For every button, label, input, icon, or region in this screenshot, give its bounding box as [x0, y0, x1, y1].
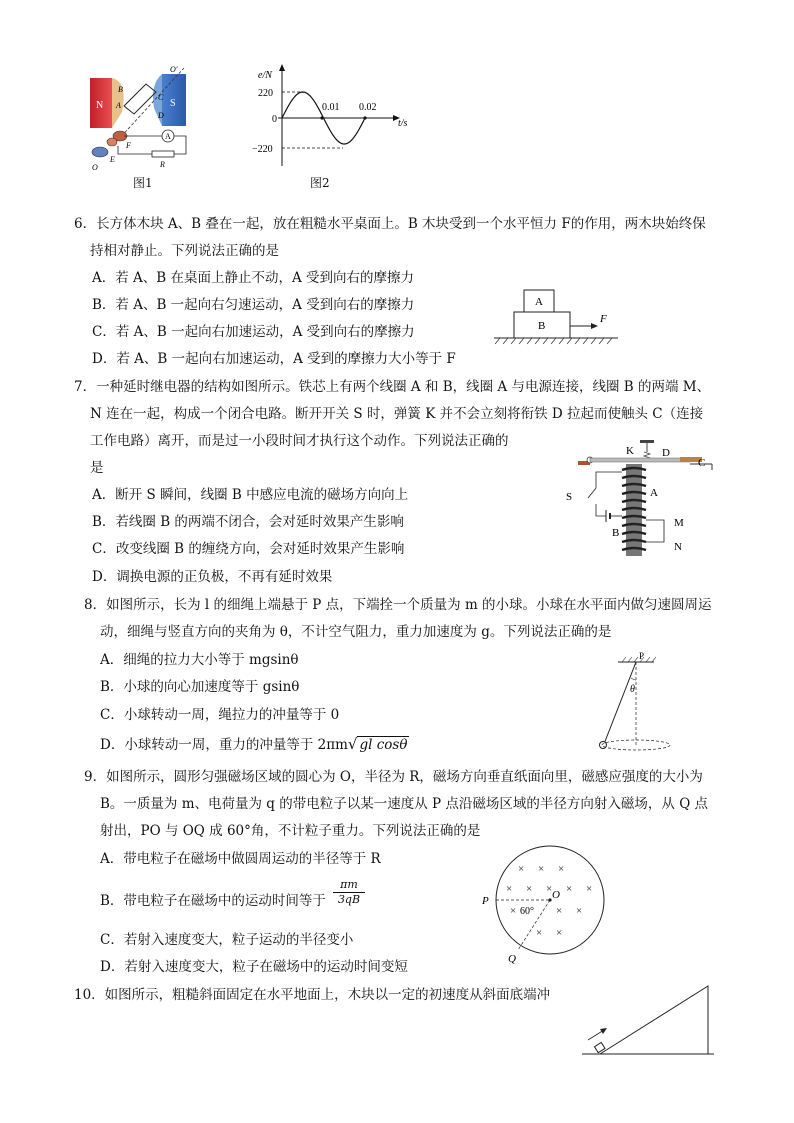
fig1-label-R: R — [160, 160, 165, 169]
q8-label-theta: θ — [630, 684, 635, 695]
fig2-y-zero: 0 — [272, 114, 277, 125]
q9-cross: × — [586, 883, 593, 895]
q6-stem-line-1: 6．长方体木块 A、B 叠在一起，放在粗糙水平桌面上。B 木块受到一个水平恒力 F的作用，两木块始终保 — [74, 216, 706, 232]
fig2-x2: 0.02 — [359, 102, 377, 113]
q9-cross: × — [506, 883, 513, 895]
q6-blocks-figure — [490, 286, 630, 350]
q9-cross: × — [576, 905, 583, 917]
figure-1-generator — [88, 62, 203, 174]
q9-stem-line-1: 9．如图所示，圆形匀强磁场区域的圆心为 O，半径为 R，磁场方向垂直纸面向里，磁感应强度的大小为 — [84, 769, 703, 785]
q7-stem-line-3: 工作电路）离开，而是过一小段时间才执行这个动作。下列说法正确的 — [90, 433, 509, 449]
q7-option-c: C．改变线圈 B 的缠绕方向，会对延时效果产生影响 — [92, 541, 405, 557]
q8-option-d-text: D．小球转动一周，重力的冲量等于 2πm — [100, 737, 348, 753]
q9-stem-line-3: 射出，PO 与 OQ 成 60°角，不计粒子重力。下列说法正确的是 — [100, 823, 481, 839]
q9-fraction-numerator: πm — [333, 878, 365, 893]
q7-stem-line-4: 是 — [90, 460, 104, 476]
q6-block-a-label: A — [535, 296, 543, 308]
q9-cross: × — [536, 927, 543, 939]
q7-stem-line-2: N 连在一起，构成一个闭合电路。断开开关 S 时，弹簧 K 并不会立刻将衔铁 D 拉起而使触头 C（连接 — [90, 406, 704, 422]
q6-force-label: F — [600, 313, 607, 325]
q8-option-d-radicand: gl cosθ — [359, 737, 408, 753]
sqrt-symbol: √ — [347, 735, 358, 753]
q9-cross: × — [546, 883, 553, 895]
q7-label-S: S — [566, 491, 573, 503]
q9-label-O: O — [552, 889, 560, 901]
fig1-label-O: O — [92, 163, 98, 172]
q9-option-b: B．带电粒子在磁场中的运动时间等于 — [100, 893, 326, 909]
figure-2-graph — [238, 62, 408, 174]
q9-cross: × — [526, 883, 533, 895]
q6-option-d: D．若 A、B 一起向右加速运动，A 受到的摩擦力大小等于 F — [92, 351, 456, 367]
q8-option-b: B．小球的向心加速度等于 gsinθ — [100, 679, 300, 695]
fig1-label-B: B — [118, 85, 123, 94]
q9-option-d: D．若射入速度变大，粒子在磁场中的运动时间变短 — [100, 959, 408, 975]
q6-stem-line-2: 持相对静止。下列说法正确的是 — [90, 243, 279, 259]
q10-stem-line-1: 10．如图所示，粗糙斜面固定在水平地面上，木块以一定的初速度从斜面底端冲 — [74, 987, 551, 1003]
q7-relay-figure — [560, 438, 720, 560]
fig2-y-bottom: −220 — [252, 144, 273, 155]
q9-cross: × — [518, 863, 525, 875]
q6-option-c: C．若 A、B 一起向右加速运动，A 受到向右的摩擦力 — [92, 324, 415, 340]
q9-cross: × — [556, 905, 563, 917]
fig1-label-D: D — [158, 111, 164, 120]
q10-incline-figure — [578, 980, 718, 1060]
q7-label-A: A — [650, 487, 658, 499]
q6-block-b-label: B — [538, 320, 546, 332]
fig1-label-O-prime: O′ — [170, 65, 178, 74]
fig1-label-C: C — [158, 93, 164, 102]
q8-stem-line-2: 动，细绳与竖直方向的夹角为 θ，不计空气阻力，重力加速度为 g。下列说法正确的是 — [100, 624, 612, 640]
q9-angle-label: 60° — [520, 906, 534, 917]
q7-label-B: B — [612, 527, 620, 539]
q7-label-M: M — [674, 517, 684, 529]
q9-option-c: C．若射入速度变大，粒子运动的半径变小 — [100, 932, 354, 948]
q7-label-D: D — [662, 447, 670, 459]
q8-label-P: P — [639, 652, 645, 661]
q9-label-Q: Q — [508, 953, 516, 965]
q9-magnetic-field-figure — [470, 842, 630, 966]
q8-option-d — [100, 735, 409, 754]
q7-option-d: D．调换电源的正负极，不再有延时效果 — [92, 569, 333, 585]
q8-pendulum-figure — [590, 652, 710, 756]
q7-label-K: K — [626, 445, 634, 457]
fig1-label-A: A — [116, 101, 121, 110]
q9-cross: × — [558, 863, 565, 875]
q9-cross: × — [566, 883, 573, 895]
fig1-label-N: N — [96, 100, 104, 111]
q6-option-a: A．若 A、B 在桌面上静止不动，A 受到向右的摩擦力 — [92, 270, 415, 286]
fig1-label-F: F — [126, 141, 131, 150]
q7-label-N: N — [674, 541, 682, 553]
q7-label-C: C — [698, 457, 706, 469]
q9-label-P: P — [482, 895, 489, 907]
q6-option-b: B．若 A、B 一起向右匀速运动，A 受到向右的摩擦力 — [92, 297, 415, 313]
fig1-label-E: E — [110, 155, 115, 164]
fig1-label-S: S — [170, 98, 176, 109]
q8-option-c: C．小球转动一周，绳拉力的冲量等于 0 — [100, 707, 340, 723]
q7-option-a: A．断开 S 瞬间，线圈 B 中感应电流的磁场方向向上 — [92, 487, 409, 503]
q7-stem-line-1: 7．一种延时继电器的结构如图所示。铁芯上有两个线圈 A 和 B，线圈 A 与电源连接，线圈 B 的两端 M、 — [74, 379, 711, 395]
q8-stem-line-1: 8．如图所示，长为 l 的细绳上端悬于 P 点，下端拴一个质量为 m 的小球。小球在水平面内做匀速圆周运 — [84, 597, 712, 613]
q9-stem-line-2: B。一质量为 m、电荷量为 q 的带电粒子以某一速度从 P 点沿磁场区域的半径方向射入磁场，从 Q 点 — [100, 796, 709, 812]
fig2-y-top: 220 — [258, 88, 273, 99]
fig1-ammeter-label: A — [165, 132, 171, 141]
q9-fraction — [333, 878, 365, 907]
q9-cross: × — [510, 905, 517, 917]
fig2-x1: 0.01 — [322, 102, 340, 113]
q9-option-a: A．带电粒子在磁场中做圆周运动的半径等于 R — [100, 851, 381, 867]
figure-1-caption: 图1 — [133, 176, 153, 190]
q7-option-b: B．若线圈 B 的两端不闭合，会对延时效果产生影响 — [92, 514, 404, 530]
q8-option-a: A．细绳的拉力大小等于 mgsinθ — [100, 652, 299, 668]
figure-2-caption: 图2 — [310, 176, 330, 190]
fig2-ylabel: e/N — [258, 70, 272, 81]
fig2-xlabel: t/s — [398, 118, 408, 129]
q9-cross: × — [556, 927, 563, 939]
q9-cross: × — [538, 863, 545, 875]
q9-fraction-denominator: 3qB — [337, 893, 361, 906]
